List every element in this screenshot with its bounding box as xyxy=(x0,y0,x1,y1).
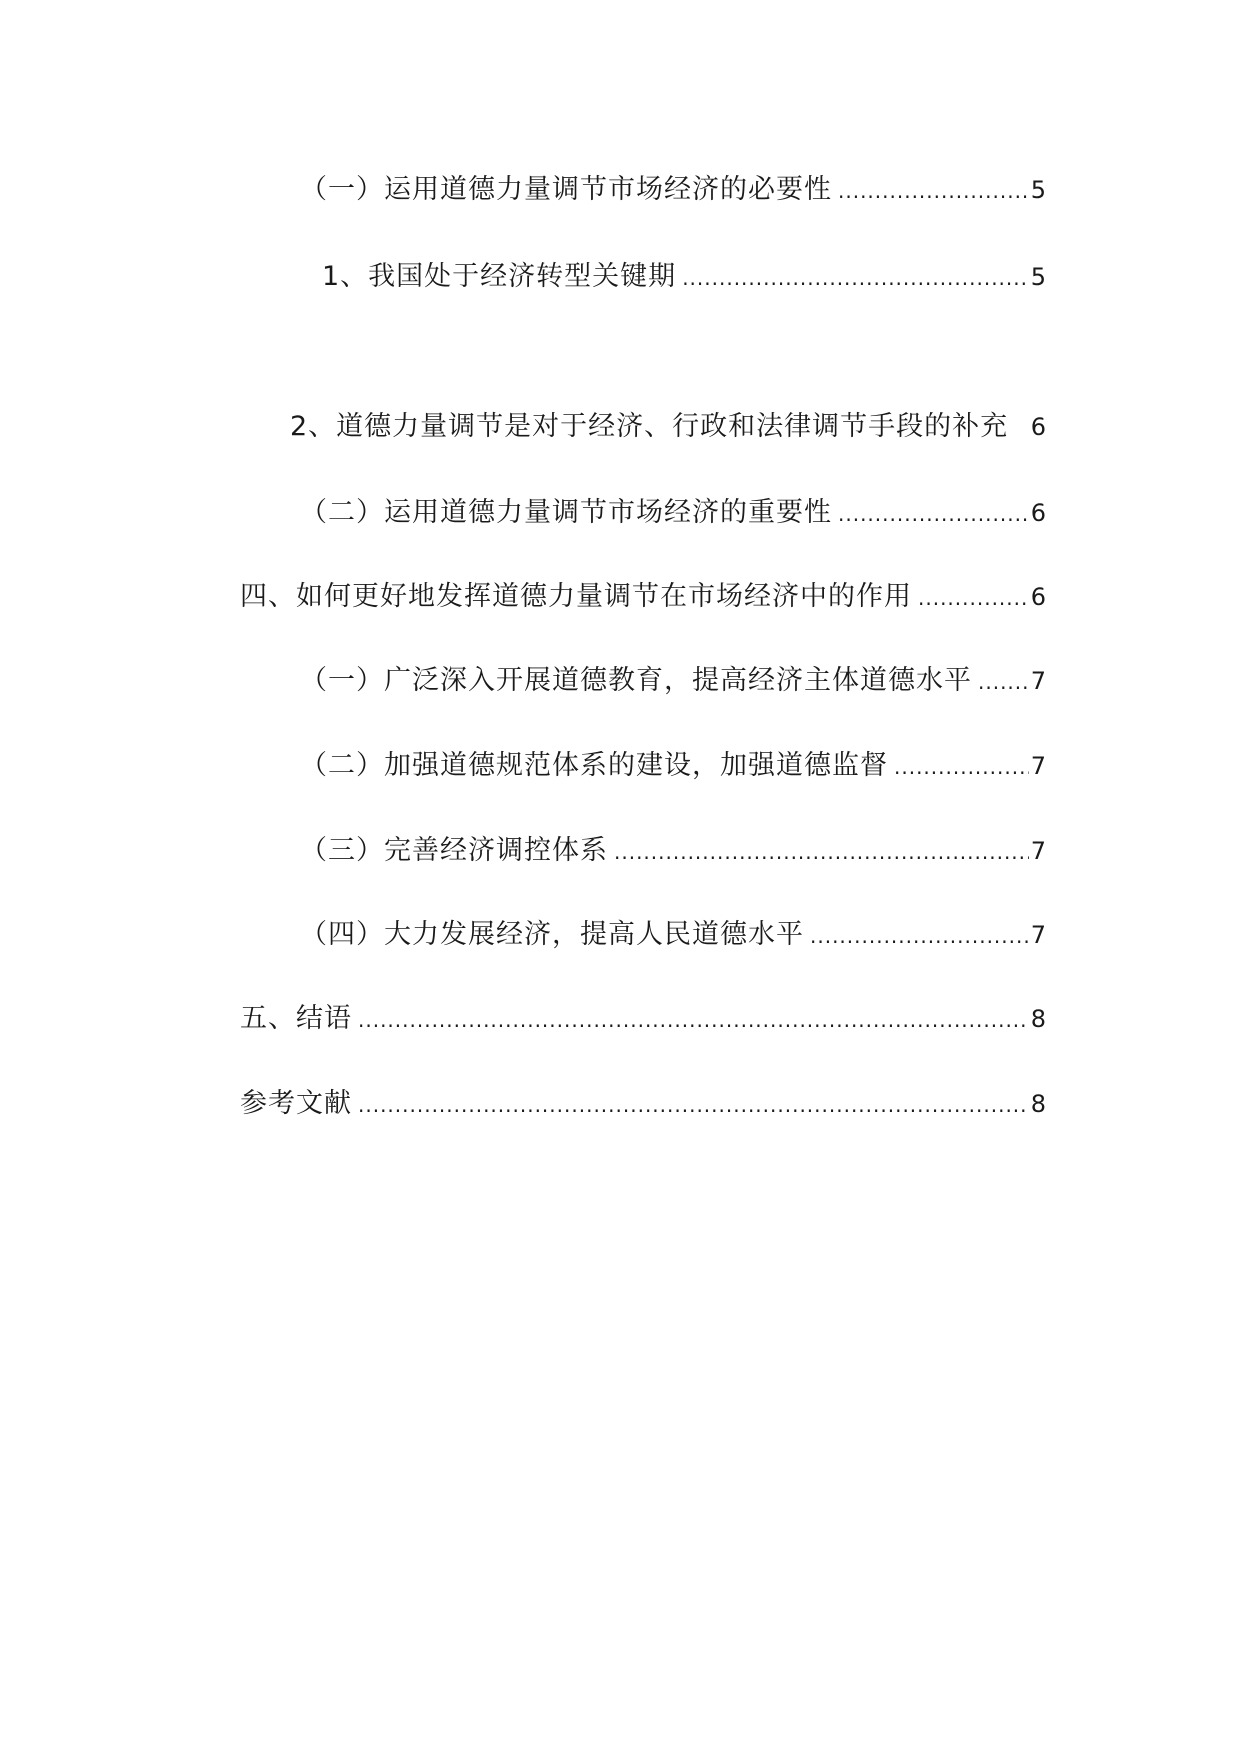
toc-page-number: 6 xyxy=(1030,583,1046,611)
toc-entry-label: （二）运用道德力量调节市场经济的重要性 xyxy=(300,497,832,528)
toc-entry-label: （二）加强道德规范体系的建设，加强道德监督 xyxy=(300,750,888,781)
toc-entry-label: 2、道德力量调节是对于经济、行政和法律调节手段的补充 xyxy=(290,411,1009,442)
toc-page-number: 7 xyxy=(1030,921,1046,949)
toc-entry-label: 1、我国处于经济转型关键期 xyxy=(322,261,677,292)
toc-page-number: 8 xyxy=(1030,1090,1046,1118)
toc-page-number: 5 xyxy=(1030,263,1046,291)
toc-entry[interactable] xyxy=(300,170,1046,210)
toc-page-number: 6 xyxy=(1030,499,1046,527)
toc-entry-label: 四、如何更好地发挥道德力量调节在市场经济中的作用 xyxy=(240,581,912,612)
toc-page-number: 6 xyxy=(1030,413,1046,441)
toc-dot-leader xyxy=(978,662,1029,702)
toc-entry[interactable] xyxy=(322,257,1046,297)
toc-entry[interactable] xyxy=(240,999,1046,1039)
toc-entry-label: （一）运用道德力量调节市场经济的必要性 xyxy=(300,174,832,205)
toc-page-number: 7 xyxy=(1030,752,1046,780)
toc-page-number: 7 xyxy=(1030,837,1046,865)
toc-entry[interactable] xyxy=(300,493,1046,533)
toc-entry[interactable] xyxy=(300,661,1046,701)
toc-dot-leader xyxy=(838,494,1029,534)
toc-entry-label: 参考文献 xyxy=(240,1088,352,1119)
toc-entry[interactable] xyxy=(240,577,1046,617)
toc-dot-leader xyxy=(358,1085,1029,1125)
toc-dot-leader xyxy=(838,171,1029,211)
toc-page-number: 8 xyxy=(1030,1005,1046,1033)
toc-entry-label: （四）大力发展经济，提高人民道德水平 xyxy=(300,919,804,950)
toc-dot-leader xyxy=(894,747,1029,787)
toc-entry[interactable] xyxy=(290,407,1046,447)
toc-entry-label: 五、结语 xyxy=(240,1003,352,1034)
toc-dot-leader xyxy=(682,258,1029,298)
toc-dot-leader xyxy=(358,1000,1029,1040)
toc-entry[interactable] xyxy=(300,915,1046,955)
toc-entry-label: （三）完善经济调控体系 xyxy=(300,835,608,866)
toc-dot-leader xyxy=(918,578,1029,618)
toc-page-number: 5 xyxy=(1030,176,1046,204)
toc-dot-leader xyxy=(810,916,1029,956)
toc-entry-label: （一）广泛深入开展道德教育，提高经济主体道德水平 xyxy=(300,665,972,696)
toc-entry[interactable] xyxy=(300,831,1046,871)
toc-dot-leader xyxy=(614,832,1029,872)
toc-entry[interactable] xyxy=(300,746,1046,786)
toc-page-number: 7 xyxy=(1030,667,1046,695)
toc-entry[interactable] xyxy=(240,1084,1046,1124)
